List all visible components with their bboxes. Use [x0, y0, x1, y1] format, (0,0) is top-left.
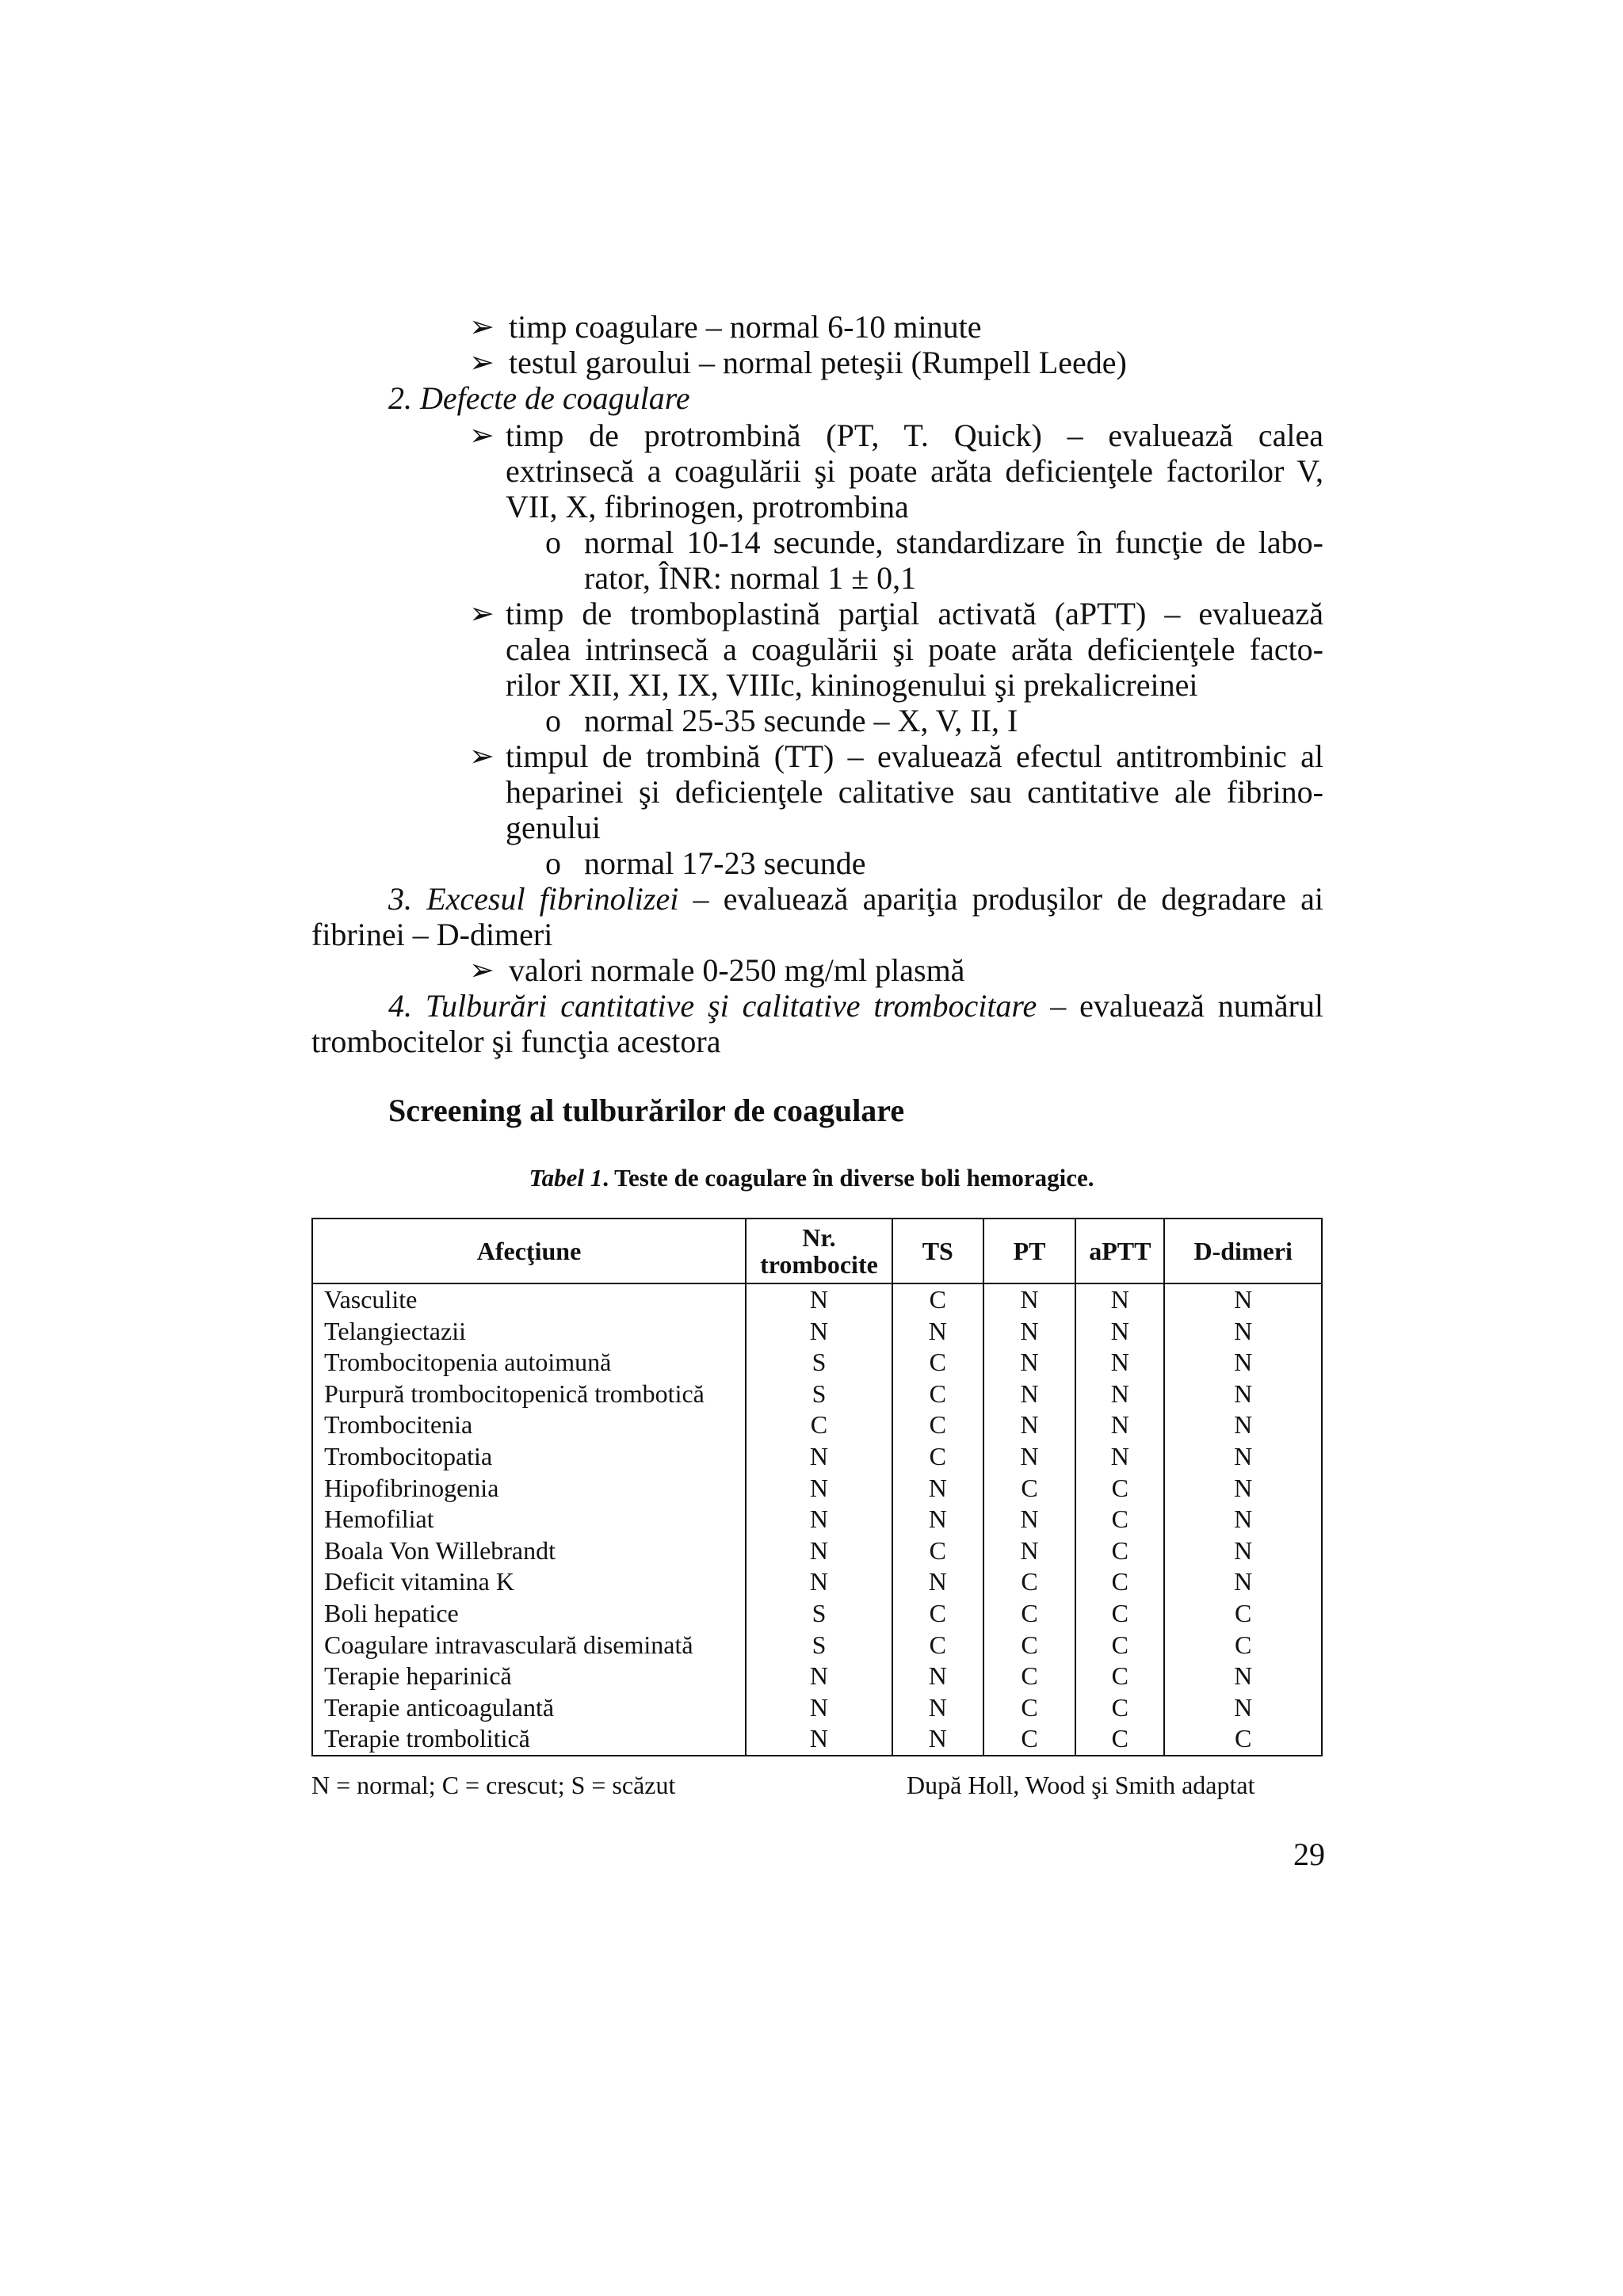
aptt-cell: N [1075, 1347, 1164, 1379]
trombocite-cell: S [746, 1630, 892, 1661]
trombocite-cell: N [746, 1692, 892, 1724]
page-number: 29 [1293, 1836, 1325, 1872]
table-header-row [312, 1219, 1322, 1283]
pt-line-2: extrinsecă a coagulării şi poate arăta deficienţele factorilor V, [506, 453, 1323, 489]
afectiune-cell: Deficit vitamina K [312, 1566, 746, 1598]
d-dimeri-cell: C [1164, 1630, 1322, 1661]
aptt-cell: N [1075, 1379, 1164, 1410]
ts-cell: N [892, 1692, 983, 1724]
table-row [312, 1692, 1322, 1724]
table-row [312, 1661, 1322, 1692]
pt-cell: N [983, 1316, 1076, 1348]
ts-cell: N [892, 1473, 983, 1505]
arrow-bullet-icon: ➢ [469, 346, 495, 379]
table-row [312, 1566, 1322, 1598]
header-pt: PT [983, 1219, 1076, 1283]
pt-cell: C [983, 1473, 1076, 1505]
trombocite-cell: S [746, 1598, 892, 1630]
d-dimeri-cell: N [1164, 1409, 1322, 1441]
trombocite-cell: N [746, 1535, 892, 1567]
ts-cell: C [892, 1347, 983, 1379]
header-nr-trombocite [746, 1219, 892, 1283]
tt-normal-line: normal 17-23 secunde [584, 845, 866, 881]
trombocite-cell: S [746, 1347, 892, 1379]
aptt-cell: C [1075, 1630, 1164, 1661]
d-dimeri-cell: N [1164, 1283, 1322, 1316]
d-dimeri-cell: N [1164, 1535, 1322, 1567]
table-caption-text: . Teste de coagulare în diverse boli hemoragice. [602, 1164, 1094, 1192]
pt-cell: C [983, 1598, 1076, 1630]
trombocite-cell: N [746, 1566, 892, 1598]
section-4-line-2: trombocitelor şi funcţia acestora [311, 1024, 721, 1059]
ts-cell: C [892, 1535, 983, 1567]
bullet-timp-coagulare: timp coagulare – normal 6-10 minute [509, 309, 982, 345]
table-row [312, 1347, 1322, 1379]
ts-cell: N [892, 1504, 983, 1535]
aptt-cell: C [1075, 1661, 1164, 1692]
pt-normal-line-2: rator, ÎNR: normal 1 ± 0,1 [584, 560, 917, 596]
header-trombocite: trombocite [760, 1250, 878, 1279]
pt-cell: N [983, 1441, 1076, 1473]
aptt-cell: N [1075, 1283, 1164, 1316]
pt-line-3: VII, X, fibrinogen, protrombina [506, 489, 909, 524]
d-dimeri-cell: N [1164, 1692, 1322, 1724]
d-dimeri-cell: N [1164, 1661, 1322, 1692]
header-ts: TS [892, 1219, 983, 1283]
tt-line-1: timpul de trombină (TT) – evaluează efectul antitrombinic al [506, 738, 1323, 774]
afectiune-cell: Hipofibrinogenia [312, 1473, 746, 1505]
aptt-normal-line: normal 25-35 secunde – X, V, II, I [584, 703, 1018, 738]
ts-cell: C [892, 1630, 983, 1661]
pt-cell: C [983, 1692, 1076, 1724]
trombocite-cell: C [746, 1409, 892, 1441]
d-dimeri-cell: N [1164, 1473, 1322, 1505]
d-dimeri-cell: N [1164, 1441, 1322, 1473]
pt-normal-line-1: normal 10-14 secunde, standardizare în funcţie de labo- [584, 524, 1323, 560]
ts-cell: N [892, 1661, 983, 1692]
coagulation-tests-table [311, 1218, 1323, 1756]
afectiune-cell: Terapie trombolitică [312, 1723, 746, 1756]
aptt-line-1: timp de tromboplastină parţial activată (aPTT) – evaluează [506, 596, 1323, 631]
arrow-bullet-icon: ➢ [469, 597, 495, 631]
afectiune-cell: Vasculite [312, 1283, 746, 1316]
table-row [312, 1379, 1322, 1410]
afectiune-cell: Terapie anticoagulantă [312, 1692, 746, 1724]
table-source: După Holl, Wood şi Smith adaptat [907, 1771, 1255, 1799]
ts-cell: C [892, 1283, 983, 1316]
table-row [312, 1316, 1322, 1348]
afectiune-cell: Purpură trombocitopenică trombotică [312, 1379, 746, 1410]
ts-cell: C [892, 1409, 983, 1441]
trombocite-cell: N [746, 1723, 892, 1756]
afectiune-cell: Trombocitopatia [312, 1441, 746, 1473]
trombocite-cell: N [746, 1441, 892, 1473]
tt-line-2: heparinei şi deficienţele calitative sau cantitative ale fibrino- [506, 774, 1323, 810]
trombocite-cell: N [746, 1283, 892, 1316]
ts-cell: C [892, 1379, 983, 1410]
circle-bullet-icon: o [545, 845, 561, 881]
tt-line-3: genului [506, 810, 601, 845]
circle-bullet-icon: o [545, 703, 561, 738]
d-dimeri-cell: C [1164, 1598, 1322, 1630]
ts-cell: C [892, 1598, 983, 1630]
section-4-line-1 [388, 988, 1323, 1024]
table-row [312, 1409, 1322, 1441]
ts-cell: C [892, 1441, 983, 1473]
table-row [312, 1723, 1322, 1756]
table-caption [0, 1163, 1623, 1193]
aptt-line-2: calea intrinsecă a coagulării şi poate arăta deficienţele facto- [506, 631, 1323, 667]
table-row [312, 1473, 1322, 1505]
trombocite-cell: N [746, 1661, 892, 1692]
table-row [312, 1630, 1322, 1661]
trombocite-cell: S [746, 1379, 892, 1410]
ts-cell: N [892, 1723, 983, 1756]
d-dimeri-cell: C [1164, 1723, 1322, 1756]
screening-heading: Screening al tulburărilor de coagulare [388, 1093, 905, 1128]
pt-cell: N [983, 1409, 1076, 1441]
aptt-cell: C [1075, 1473, 1164, 1505]
afectiune-cell: Terapie heparinică [312, 1661, 746, 1692]
pt-cell: C [983, 1661, 1076, 1692]
afectiune-cell: Boala Von Willebrandt [312, 1535, 746, 1567]
table-caption-label: Tabel 1 [529, 1164, 603, 1192]
aptt-cell: N [1075, 1409, 1164, 1441]
trombocite-cell: N [746, 1473, 892, 1505]
aptt-cell: N [1075, 1316, 1164, 1348]
arrow-bullet-icon: ➢ [469, 311, 495, 344]
aptt-cell: C [1075, 1692, 1164, 1724]
d-dimeri-cell: N [1164, 1316, 1322, 1348]
aptt-cell: C [1075, 1535, 1164, 1567]
pt-cell: C [983, 1566, 1076, 1598]
aptt-cell: C [1075, 1504, 1164, 1535]
pt-cell: N [983, 1504, 1076, 1535]
header-nr: Nr. [802, 1223, 836, 1252]
arrow-bullet-icon: ➢ [469, 740, 495, 773]
bullet-testul-garoului: testul garoului – normal peteşii (Rumpell Leede) [509, 345, 1127, 380]
afectiune-cell: Boli hepatice [312, 1598, 746, 1630]
table-row [312, 1598, 1322, 1630]
header-aptt: aPTT [1075, 1219, 1164, 1283]
aptt-line-3: rilor XII, XI, IX, VIIIc, kininogenului şi prekalicreinei [506, 667, 1198, 703]
aptt-cell: C [1075, 1598, 1164, 1630]
afectiune-cell: Trombocitopenia autoimună [312, 1347, 746, 1379]
d-dimeri-cell: N [1164, 1379, 1322, 1410]
section-4-title: 4. Tulburări cantitative şi calitative trombocitare [388, 988, 1037, 1024]
pt-cell: C [983, 1630, 1076, 1661]
section-4-text: – evaluează numărul [1037, 988, 1324, 1024]
section-3-line-2: fibrinei – D-dimeri [311, 917, 553, 952]
afectiune-cell: Hemofiliat [312, 1504, 746, 1535]
section-3-line-1 [388, 881, 1323, 917]
pt-cell: N [983, 1347, 1076, 1379]
d-dimeri-cell: N [1164, 1504, 1322, 1535]
aptt-cell: N [1075, 1441, 1164, 1473]
header-d-dimeri: D-dimeri [1164, 1219, 1322, 1283]
table-row [312, 1283, 1322, 1316]
d-dimeri-cell: N [1164, 1566, 1322, 1598]
table-legend: N = normal; C = crescut; S = scăzut [311, 1771, 676, 1799]
circle-bullet-icon: o [545, 524, 561, 560]
table-body [312, 1283, 1322, 1756]
arrow-bullet-icon: ➢ [469, 954, 495, 987]
section-2-title: 2. Defecte de coagulare [388, 380, 690, 416]
arrow-bullet-icon: ➢ [469, 419, 495, 452]
table-row [312, 1441, 1322, 1473]
bullet-valori-normale: valori normale 0-250 mg/ml plasmă [509, 952, 965, 988]
afectiune-cell: Telangiectazii [312, 1316, 746, 1348]
afectiune-cell: Trombocitenia [312, 1409, 746, 1441]
pt-line-1: timp de protrombină (PT, T. Quick) – evaluează calea [506, 418, 1323, 453]
afectiune-cell: Coagulare intravasculară diseminată [312, 1630, 746, 1661]
table-row [312, 1504, 1322, 1535]
trombocite-cell: N [746, 1316, 892, 1348]
d-dimeri-cell: N [1164, 1347, 1322, 1379]
pt-cell: N [983, 1535, 1076, 1567]
section-3-title: 3. Excesul fibrinolizei [388, 881, 679, 917]
trombocite-cell: N [746, 1504, 892, 1535]
header-afectiune: Afecţiune [312, 1219, 746, 1283]
ts-cell: N [892, 1316, 983, 1348]
pt-cell: N [983, 1379, 1076, 1410]
table-row [312, 1535, 1322, 1567]
pt-cell: N [983, 1283, 1076, 1316]
aptt-cell: C [1075, 1566, 1164, 1598]
ts-cell: N [892, 1566, 983, 1598]
aptt-cell: C [1075, 1723, 1164, 1756]
pt-cell: C [983, 1723, 1076, 1756]
section-3-text: – evaluează apariţia produşilor de degradare ai [678, 881, 1323, 917]
